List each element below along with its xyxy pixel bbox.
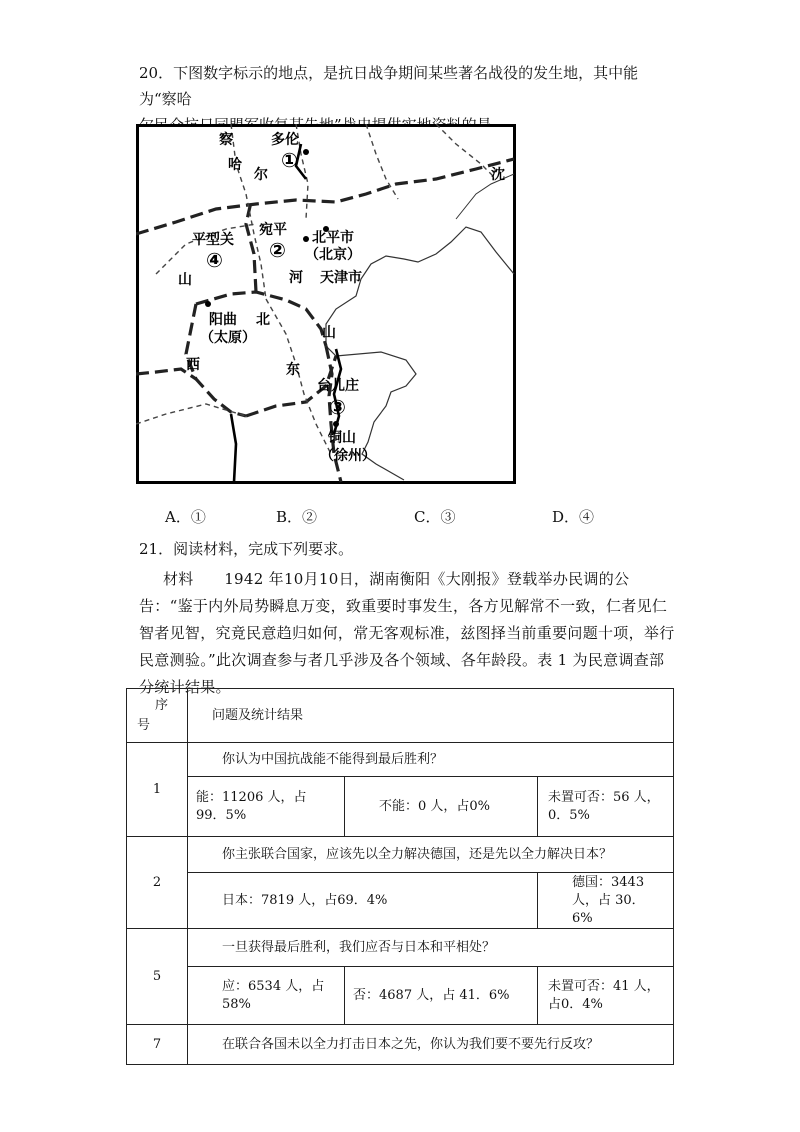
label-tongshan: 铜山	[328, 430, 356, 446]
question-21-material: 材料 1942 年10月10日，湖南衡阳《大刚报》登载举办民调的公告：“鉴于内外局势瞬息万变，致重要时事发生，各方见解常不一致，仁者见仁智者见智，究竟民意趋归如何，常无客观标准，兹图择当前重要问题十项，举行民意测验。”此次调查参与者几乎涉及各个领域、各年龄段。表 1 为民意调查部分统计结果。	[139, 570, 675, 696]
row-5-answer-3: 未置可否：41 人，占0．4%	[538, 967, 674, 1025]
row-5-num: 5	[127, 929, 188, 1025]
row-1-answer-3: 未置可否：56 人，0．5%	[538, 777, 674, 837]
row-2-answer-1: 日本：7819 人，占69．4%	[188, 873, 538, 929]
label-taierzhuang: 台儿庄	[317, 378, 359, 394]
label-he: 河	[289, 270, 303, 286]
row-5-answer-2: 否：4687 人，占 41．6%	[345, 967, 538, 1025]
label-bei: 北	[256, 312, 270, 328]
row-7-num: 7	[127, 1025, 188, 1065]
row-2-num: 2	[127, 837, 188, 929]
label-cha: 察	[219, 132, 233, 148]
row-7-question: 在联合各国未以全力打击日本之先，你认为我们要不要先行反攻？	[188, 1025, 674, 1065]
header-title: 问题及统计结果	[188, 689, 674, 743]
option-b[interactable]: B．②	[276, 508, 318, 526]
poll-results-table	[126, 688, 674, 1065]
row-5-question: 一旦获得最后胜利，我们应否与日本和平相处？	[188, 929, 674, 967]
label-shan-1: 山	[178, 272, 192, 288]
row-1-num: 1	[127, 743, 188, 837]
option-a[interactable]: A．①	[165, 508, 206, 526]
label-tianjin: 天津市	[320, 270, 362, 286]
row-5-answer-1: 应：6534 人，占 58%	[188, 967, 345, 1025]
label-circle-1: ①	[281, 148, 298, 172]
row-1-question: 你认为中国抗战能不能得到最后胜利？	[188, 743, 674, 777]
map-border	[138, 126, 515, 483]
label-shan-2: 山	[322, 325, 336, 341]
label-er: 尔	[254, 167, 268, 183]
question-21-title: 21．阅读材料，完成下列要求。	[139, 540, 354, 558]
header-num-top: 序	[155, 697, 169, 713]
label-ha: 哈	[228, 157, 242, 173]
label-xi: 西	[186, 357, 200, 373]
battle-map	[136, 124, 516, 484]
label-yangqu: 阳曲	[209, 312, 237, 328]
label-circle-3: ③	[329, 395, 346, 419]
label-circle-4: ④	[206, 248, 223, 272]
label-duolun: 多伦	[271, 132, 299, 148]
label-shen: 沈	[491, 167, 505, 183]
row-2-answer-2: 德国：3443 人，占 30．6%	[538, 873, 674, 929]
label-pingxingguan: 平型关	[192, 232, 234, 248]
option-d[interactable]: D．④	[552, 508, 595, 526]
label-dong: 东	[286, 362, 300, 378]
label-circle-2: ②	[269, 238, 286, 262]
label-beiping: 北平市	[312, 230, 354, 246]
header-num-cell	[127, 689, 188, 743]
label-xuzhou: （徐州）	[320, 448, 376, 464]
header-num-bottom: 号	[137, 717, 151, 733]
row-2-question: 你主张联合国家，应该先以全力解决德国，还是先以全力解决日本？	[188, 837, 674, 873]
label-wanping: 宛平	[259, 222, 287, 238]
row-1-answer-2: 不能：0 人，占0%	[345, 777, 538, 837]
question-20-line1: 20．下图数字标示的地点，是抗日战争期间某些著名战役的发生地，其中能为“察哈	[139, 64, 639, 108]
row-1-answer-1: 能：11206 人，占 99．5%	[188, 777, 345, 837]
option-c[interactable]: C．③	[414, 508, 456, 526]
label-beijing: （北京）	[305, 247, 361, 263]
label-taiyuan: （太原）	[200, 330, 256, 346]
